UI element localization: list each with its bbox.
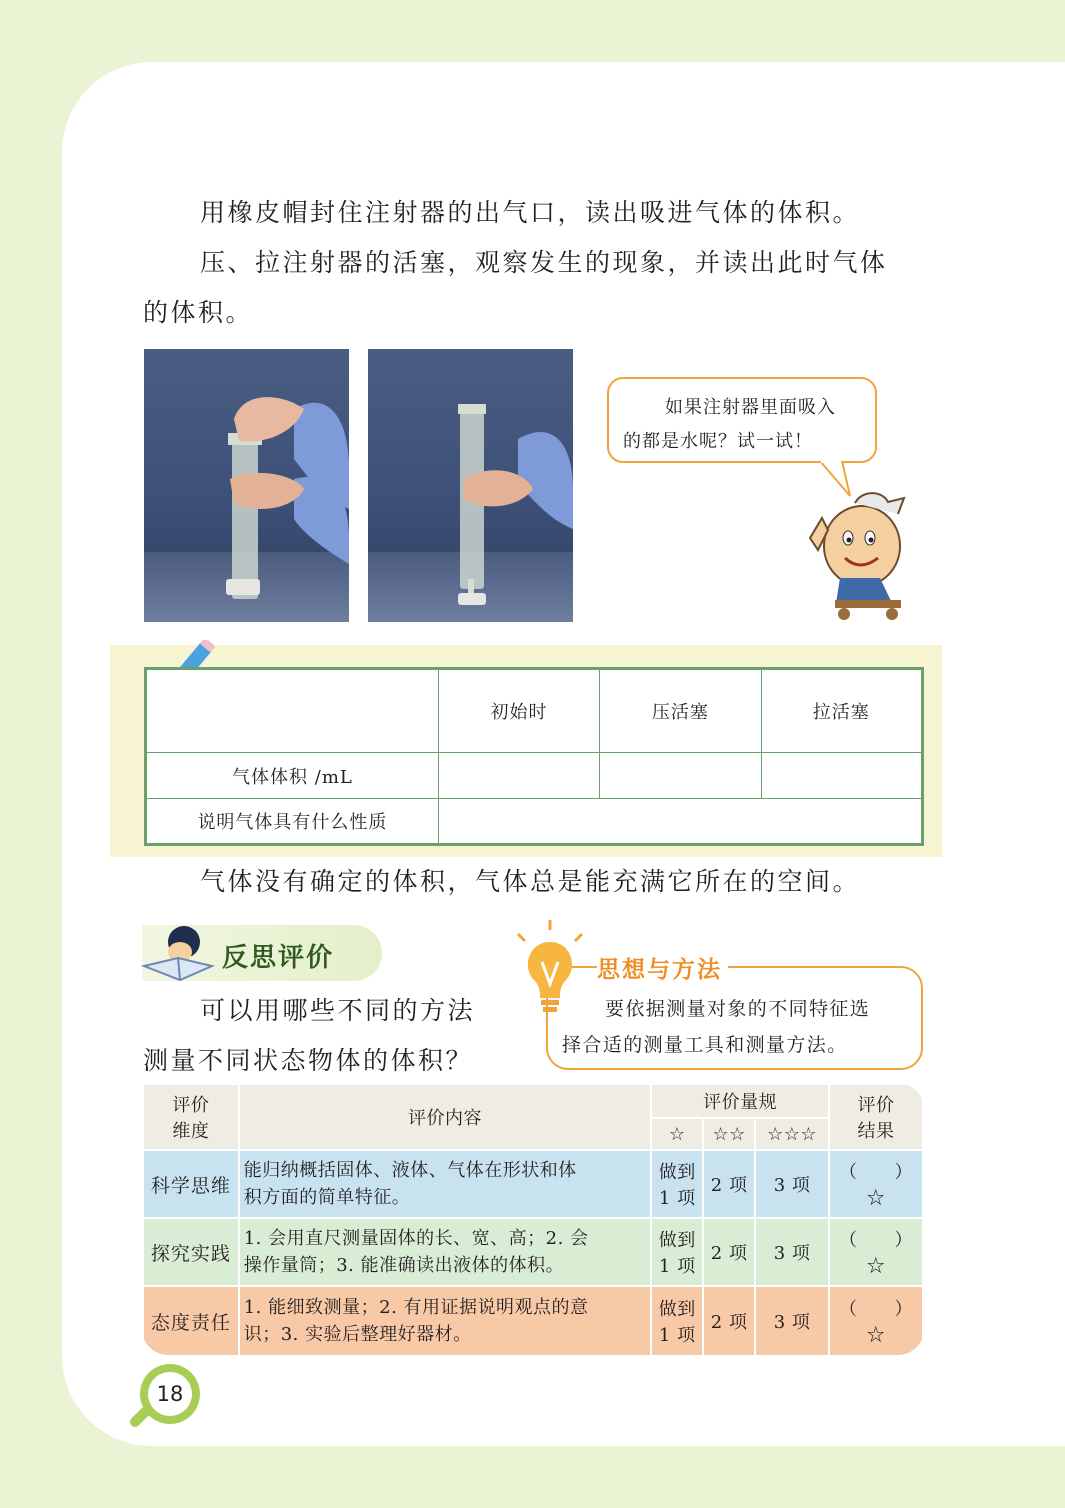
lightbulb-icon: [510, 918, 590, 1014]
record-header-push: 压活塞: [600, 669, 761, 753]
evaluation-table: [142, 1083, 924, 1355]
speech-bubble: [607, 377, 877, 463]
eval-row-content-line1: 能归纳概括固体、液体、气体在形状和体: [243, 1160, 577, 1181]
eval-row-content: [239, 1150, 652, 1218]
eval-row-dimension: 科学思维: [143, 1150, 239, 1218]
method-line-2: 择合适的测量工具和测量方法。: [562, 1034, 848, 1056]
speech-line-1: 如果注射器里面吸入: [665, 397, 836, 418]
eval-header-result: [829, 1084, 923, 1150]
eval-row-content-line2: 识；3. 实验后整理好器材。: [243, 1324, 472, 1345]
eval-row-dimension: 探究实践: [143, 1218, 239, 1286]
eval-row-scale-3: 3 项: [755, 1286, 829, 1355]
eval-row-inquiry-practice: [143, 1218, 923, 1286]
eval-scale-1-line1: 做到: [658, 1230, 696, 1251]
eval-row-content-line2: 积方面的简单特征。: [243, 1187, 411, 1208]
eval-row-content-line1: 1. 会用直尺测量固体的长、宽、高；2. 会: [243, 1228, 589, 1249]
reading-child-icon: [140, 922, 220, 984]
eval-header-dimension-1: 评价: [172, 1095, 210, 1116]
eval-row-content-line1: 1. 能细致测量；2. 有用证据说明观点的意: [243, 1297, 589, 1318]
method-title: 思想与方法: [597, 951, 728, 984]
reflection-question-line1: 可以用哪些不同的方法: [200, 996, 476, 1025]
eval-header-scale: 评价量规: [651, 1084, 829, 1118]
eval-scale-1-line2: 1 项: [658, 1325, 696, 1346]
record-row-property-label: 说明气体具有什么性质: [146, 799, 439, 845]
magnifier-page-icon: [140, 1364, 200, 1424]
eval-scale-1-line1: 做到: [658, 1299, 696, 1320]
eval-scale-1-line2: 1 项: [658, 1256, 696, 1277]
section-title-reflection: 反思评价: [222, 943, 335, 973]
eval-row-result[interactable]: （ ）☆: [829, 1150, 923, 1218]
eval-row-result[interactable]: （ ）☆: [829, 1286, 923, 1355]
record-table: [144, 667, 924, 846]
eval-row-scale-2: 2 项: [703, 1286, 755, 1355]
record-header-initial: 初始时: [438, 669, 599, 753]
record-cell-volume-pull[interactable]: [761, 753, 922, 799]
record-corner-cell: [146, 669, 439, 753]
record-cell-volume-push[interactable]: [600, 753, 761, 799]
eval-header-result-2: 结果: [857, 1121, 895, 1142]
record-row-volume-label: 气体体积 /mL: [146, 753, 439, 799]
eval-header-star1: ☆: [651, 1118, 703, 1150]
eval-header-star2: ☆☆: [703, 1118, 755, 1150]
paragraph-push-pull-line1: 压、拉注射器的活塞，观察发生的现象，并读出此时气体: [200, 248, 888, 277]
paragraph-conclusion: 气体没有确定的体积，气体总是能充满它所在的空间。: [200, 867, 861, 896]
paragraph-seal-syringe: 用橡皮帽封住注射器的出气口，读出吸进气体的体积。: [200, 198, 861, 227]
eval-row-science-thinking: [143, 1150, 923, 1218]
eval-row-scale-3: 3 项: [755, 1150, 829, 1218]
reflection-question-line2: 测量不同状态物体的体积？: [143, 1046, 474, 1075]
eval-row-scale-1: [651, 1286, 703, 1355]
eval-row-content: [239, 1286, 652, 1355]
eval-row-dimension: 态度责任: [143, 1286, 239, 1355]
evaluation-table-wrapper: [142, 1083, 924, 1355]
eval-row-content-line2: 操作量筒；3. 能准确读出液体的体积。: [243, 1255, 565, 1276]
record-cell-volume-initial[interactable]: [438, 753, 599, 799]
eval-row-scale-2: 2 项: [703, 1150, 755, 1218]
eval-row-result[interactable]: （ ）☆: [829, 1218, 923, 1286]
eval-row-scale-1: [651, 1218, 703, 1286]
record-cell-property[interactable]: [438, 799, 922, 845]
eval-row-content: [239, 1218, 652, 1286]
page-number: 18: [148, 1372, 192, 1416]
eval-row-scale-3: 3 项: [755, 1218, 829, 1286]
speech-line-2: 的都是水呢？试一试！: [623, 431, 813, 452]
method-line-1: 要依据测量对象的不同特征选: [605, 998, 871, 1020]
eval-header-dimension-2: 维度: [172, 1121, 210, 1142]
eval-scale-1-line1: 做到: [658, 1162, 696, 1183]
cartoon-mascot: [800, 488, 920, 623]
eval-row-attitude-responsibility: [143, 1286, 923, 1355]
eval-row-scale-2: 2 项: [703, 1218, 755, 1286]
eval-scale-1-line2: 1 项: [658, 1188, 696, 1209]
eval-row-scale-1: [651, 1150, 703, 1218]
eval-header-star3: ☆☆☆: [755, 1118, 829, 1150]
eval-header-dimension: [143, 1084, 239, 1150]
record-header-pull: 拉活塞: [761, 669, 922, 753]
photo-push-plunger: [144, 349, 349, 622]
eval-header-result-1: 评价: [857, 1095, 895, 1116]
paragraph-push-pull-line2: 的体积。: [143, 298, 254, 327]
photo-pull-plunger: [368, 349, 573, 622]
eval-header-content: 评价内容: [239, 1084, 652, 1150]
